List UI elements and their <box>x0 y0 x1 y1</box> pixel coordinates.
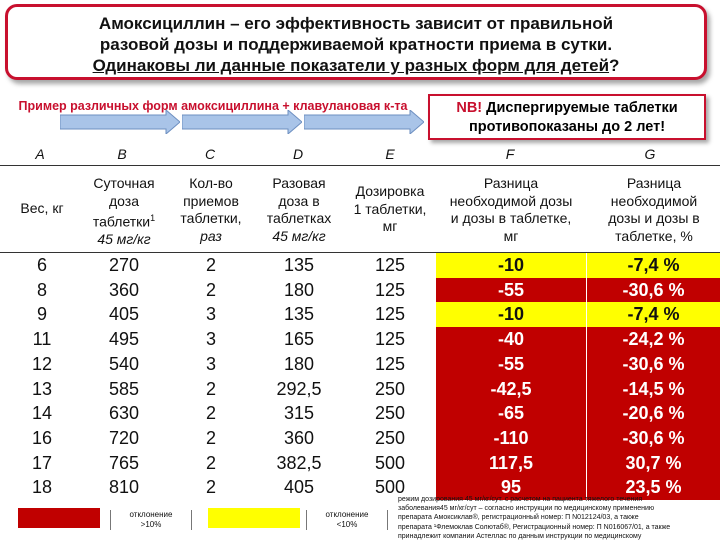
title-line-1: Амоксициллин – его эффективность зависит от правильной <box>98 14 614 33</box>
footnote <box>398 495 718 541</box>
arrow-1 <box>60 110 180 134</box>
header-c-l2: приемов <box>183 192 239 209</box>
header-c <box>168 175 254 245</box>
cell-a: 16 <box>31 427 53 448</box>
cell-e: 125 <box>374 329 406 350</box>
cell-a: 8 <box>36 279 47 300</box>
title-question: Одинаковы ли данные показатели у разных форм для детей <box>92 56 610 75</box>
legend-red-line-1: отклонение <box>129 510 173 519</box>
legend-red-swatch <box>18 508 100 528</box>
cell-f: -55 <box>436 352 586 377</box>
cell-a: 6 <box>36 255 47 275</box>
header-f <box>436 175 586 245</box>
cell-f: -55 <box>436 278 586 303</box>
cell-a: 13 <box>31 378 53 399</box>
header-g-l3: дозы и дозы в <box>608 210 700 226</box>
arrow-2 <box>182 110 302 134</box>
col-letter-d: D <box>292 146 304 162</box>
footnote-line-4: препарата ¹Флемоклав Солютаб®, Регистрационный номер: П N016067/01, а также <box>398 523 671 531</box>
cell-c: 2 <box>205 452 216 473</box>
col-letter-e: E <box>385 146 395 162</box>
cell-b: 360 <box>108 279 140 300</box>
cell-e: 125 <box>374 304 406 325</box>
header-b-l3 <box>84 210 164 231</box>
cell-d: 180 <box>283 279 315 300</box>
nb-line-1: Диспергируемые таблетки <box>482 100 678 116</box>
cell-b: 270 <box>108 255 140 275</box>
col-letter-b: B <box>117 146 127 162</box>
footnote-line-1: режим дозирования 45 мг/кг/сут. с расчетом на пациента тяжелого течения <box>398 496 643 503</box>
cell-d: 405 <box>283 477 315 498</box>
cell-f: -40 <box>436 327 586 352</box>
header-a <box>4 200 80 218</box>
header-b <box>84 175 164 249</box>
header-d <box>256 175 342 245</box>
header-e <box>342 183 438 236</box>
header-g <box>590 175 718 245</box>
col-letter-g: G <box>644 146 656 162</box>
legend-yellow-swatch <box>208 508 300 528</box>
cell-f: -65 <box>436 401 586 426</box>
header-b-unit: 45 мг/кг <box>97 231 151 248</box>
header-f-l4: мг <box>503 227 519 244</box>
cell-b: 720 <box>108 427 140 448</box>
header-b-l1: Суточная <box>93 175 155 191</box>
cell-d: 135 <box>283 304 315 325</box>
header-e-l3: мг <box>382 218 398 234</box>
header-b-footnote-mark: 1 <box>150 213 156 223</box>
footnote-line-2: заболевания45 мг/кг/сут – согласно инструкции по медицинскому применению <box>398 505 655 513</box>
cell-b: 540 <box>108 353 140 374</box>
cell-d: 360 <box>283 427 315 448</box>
cell-d: 292,5 <box>276 378 322 399</box>
nb-prefix: NB! <box>456 100 483 116</box>
cell-a: 18 <box>31 477 53 498</box>
header-d-l3: таблетках <box>266 210 332 226</box>
cell-f: 117,5 <box>436 451 586 476</box>
footnote-line-3: препарата Амоксиклав®, регистрационный номер: П N012124/03, а также <box>398 514 639 522</box>
cell-c: 2 <box>205 378 216 399</box>
cell-a: 11 <box>32 329 52 350</box>
cell-e: 250 <box>374 378 406 399</box>
cell-a: 17 <box>31 452 53 473</box>
cell-b: 765 <box>108 452 140 473</box>
cell-e: 125 <box>374 255 406 275</box>
legend-red-line-2: >10% <box>140 520 162 529</box>
header-c-l4 <box>168 228 254 246</box>
cell-f: -110 <box>436 426 586 451</box>
cell-g: -30,6 % <box>587 278 720 303</box>
cell-e: 250 <box>374 427 406 448</box>
cell-g: -7,4 % <box>587 253 720 278</box>
header-c-l3: таблетки, <box>180 210 242 226</box>
header-d-unit: 45 мг/кг <box>272 227 326 244</box>
cell-b: 495 <box>108 329 140 350</box>
nb-line-2: противопоказаны до 2 лет! <box>468 119 666 135</box>
cell-d: 165 <box>283 329 315 350</box>
legend-red-text <box>110 510 192 530</box>
header-g-l1: Разница <box>626 175 682 191</box>
cell-g: -7,4 % <box>587 302 720 327</box>
cell-e: 125 <box>374 353 406 374</box>
legend-yellow-line-1: отклонение <box>325 510 369 519</box>
cell-f: -42,5 <box>436 377 586 402</box>
title-line-2: разовой дозы и поддерживаемой кратности приема в сутки. <box>99 35 613 54</box>
col-letter-f: F <box>505 146 515 162</box>
legend-yellow-text <box>306 510 388 530</box>
header-b-l3-text: таблетки <box>92 213 151 230</box>
cell-b: 585 <box>108 378 140 399</box>
cell-e: 125 <box>374 279 406 300</box>
title-box <box>5 4 707 80</box>
cell-g: -30,6 % <box>587 426 720 451</box>
cell-f: 95 <box>436 475 586 500</box>
header-d-l4 <box>256 228 342 246</box>
header-a-text: Вес, кг <box>20 200 64 216</box>
header-e-l1: Дозировка <box>355 183 425 199</box>
col-letter-a: A <box>35 146 45 162</box>
cell-c: 2 <box>205 427 216 448</box>
cell-g: -30,6 % <box>587 352 720 377</box>
cell-f: -10 <box>436 253 586 278</box>
header-b-l2: доза <box>108 192 139 209</box>
cell-b: 405 <box>108 304 140 325</box>
cell-e: 500 <box>374 452 406 473</box>
arrow-3 <box>304 110 424 134</box>
header-c-l1: Кол-во <box>189 175 233 191</box>
header-g-l4: таблетке, % <box>615 227 693 244</box>
cell-d: 180 <box>283 353 315 374</box>
divider-top <box>0 165 720 166</box>
cell-g: 30,7 % <box>587 451 720 476</box>
cell-g: -14,5 % <box>587 377 720 402</box>
nb-warning-box <box>428 94 706 140</box>
legend-yellow-line-2: <10% <box>336 520 358 529</box>
cell-d: 135 <box>283 255 315 275</box>
title-question-mark: ? <box>609 56 620 75</box>
header-f-l2: необходимой дозы <box>449 192 573 209</box>
cell-a: 9 <box>36 304 47 325</box>
cell-c: 2 <box>205 255 216 275</box>
example-label: Пример различных форм амоксициллина + клавулановая к-та <box>18 99 408 113</box>
cell-g: 23,5 % <box>587 475 720 500</box>
header-c-unit: раз <box>200 227 222 244</box>
cell-e: 250 <box>374 403 406 424</box>
col-letter-c: C <box>204 146 216 162</box>
cell-c: 3 <box>205 353 216 374</box>
cell-b: 630 <box>108 403 140 424</box>
cell-c: 2 <box>205 477 216 498</box>
cell-c: 3 <box>205 329 216 350</box>
cell-d: 382,5 <box>276 452 322 473</box>
cell-g: -24,2 % <box>587 327 720 352</box>
cell-b: 810 <box>108 477 140 498</box>
cell-e: 500 <box>374 477 406 498</box>
footnote-line-5: принадлежит компании Астеллас по данным инструкции по медицинскому <box>398 532 642 540</box>
cell-f: -10 <box>436 302 586 327</box>
header-d-l2: доза в <box>278 192 320 209</box>
header-b-l4 <box>84 231 164 249</box>
header-f-l1: Разница <box>483 175 539 191</box>
header-g-l2: необходимой <box>610 192 698 209</box>
header-d-l1: Разовая <box>272 175 326 191</box>
cell-c: 3 <box>205 304 216 325</box>
cell-g: -20,6 % <box>587 401 720 426</box>
cell-c: 2 <box>205 403 216 424</box>
header-e-l2: 1 таблетки, <box>353 200 427 217</box>
cell-d: 315 <box>283 403 315 424</box>
title-line-3 <box>8 55 704 76</box>
cell-a: 14 <box>31 403 53 424</box>
cell-a: 12 <box>31 353 53 374</box>
cell-c: 2 <box>205 279 216 300</box>
header-f-l3: и дозы в таблетке, <box>450 210 572 226</box>
